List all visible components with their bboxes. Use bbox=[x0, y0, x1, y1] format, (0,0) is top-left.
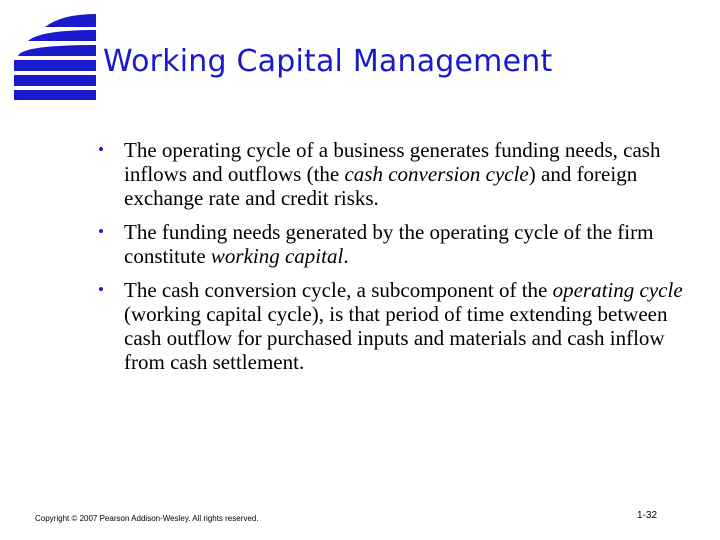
bullet-item bbox=[98, 278, 688, 374]
bullet-text: The cash conversion cycle, a subcomponent of the operating cycle (working capital cycle), is that period of time extending between cash outflow for purchased inputs and materials and cash inflow from cash settlement. bbox=[124, 278, 683, 374]
bullet-glyph: • bbox=[98, 280, 104, 299]
bullet-item bbox=[98, 220, 688, 268]
copyright-notice: Copyright © 2007 Pearson Addison-Wesley. All rights reserved. bbox=[35, 514, 259, 523]
bullet-list bbox=[98, 138, 688, 384]
bullet-item bbox=[98, 138, 688, 210]
page-number: 1-32 bbox=[637, 510, 658, 521]
stacked-bars-logo-icon bbox=[0, 0, 100, 100]
slide-title: Working Capital Management bbox=[103, 44, 553, 79]
bullet-text: The funding needs generated by the operating cycle of the firm constitute working capital. bbox=[124, 220, 654, 268]
bullet-glyph: • bbox=[98, 222, 104, 241]
bullet-text: The operating cycle of a business generates funding needs, cash inflows and outflows (the cash conversion cycle) and foreign exchange rate and credit risks. bbox=[124, 138, 661, 210]
bullet-glyph: • bbox=[98, 140, 104, 159]
